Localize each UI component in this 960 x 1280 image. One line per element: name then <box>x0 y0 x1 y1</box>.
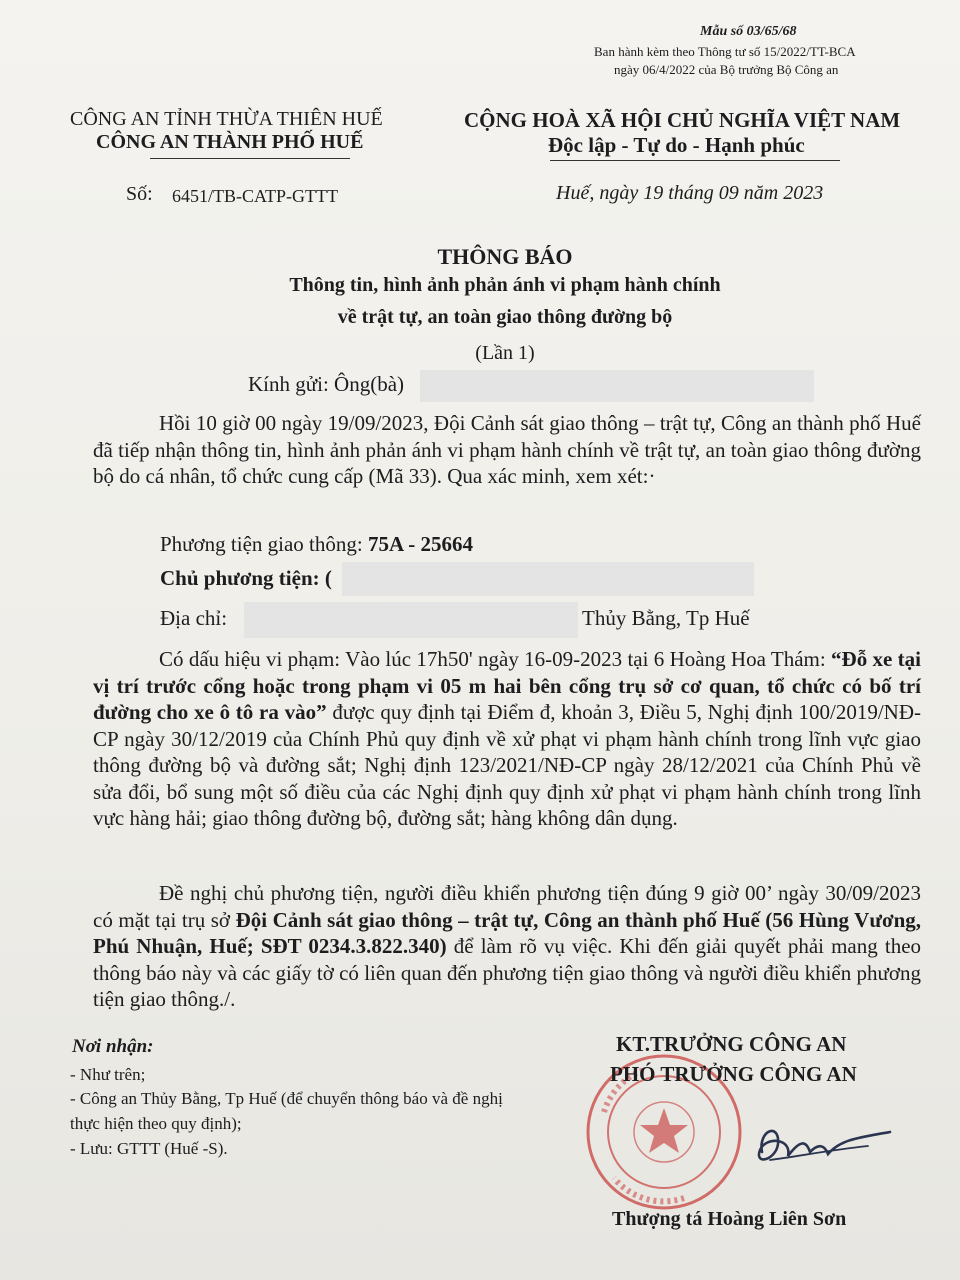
request-part-1: Đề nghị chủ phương tiện, người điều khiển phương tiện đúng 9 giờ 00’ ngày 30/09/2023 có mặt tại trụ sở <box>93 881 921 932</box>
form-note-line-2: ngày 06/4/2022 của Bộ trưởng Bộ Công an <box>614 62 839 77</box>
handwritten-signature <box>740 1110 900 1180</box>
violation-quote: “Đỗ xe tại vị trí trước cổng hoặc trong phạm vi 05 m hai bên cổng trụ sở cơ quan, tổ chức có bố trí đường cho xe ô tô ra vào” <box>93 647 922 724</box>
address-label: Địa chỉ: <box>160 606 228 630</box>
form-number: Mẫu số 03/65/68 <box>700 24 797 39</box>
agency-underline <box>150 158 350 159</box>
address-redaction <box>244 602 578 638</box>
form-note-line-1: Ban hành kèm theo Thông tư số 15/2022/TT-BCA <box>594 44 856 59</box>
recipient-label: Kính gửi: Ông(bà) <box>248 372 405 396</box>
recipients-item-3: - Lưu: GTTT (Huế -S). <box>70 1139 228 1158</box>
signature-title-1: KT.TRƯỞNG CÔNG AN <box>616 1032 847 1056</box>
paragraph-intro: Hồi 10 giờ 00 ngày 19/09/2023, Đội Cảnh sát giao thông – trật tự, Công an thành phố Huế đã tiếp nhận thông tin, hình ảnh phản ánh vi phạm hành chính về trật tự, an toàn giao thông đường bộ do cá nhân, tổ chức cung cấp (Mã 33). Qua xác minh, xem xét:· <box>93 411 921 488</box>
address-tail: Thủy Bằng, Tp Huế <box>582 606 750 630</box>
recipients-item-2: - Công an Thủy Bằng, Tp Huế (để chuyển thông báo và đề nghị thực hiện theo quy định); <box>70 1089 503 1133</box>
request-office: Đội Cảnh sát giao thông – trật tự, Công an thành phố Huế (56 Hùng Vương, Phú Nhuận, Huế; SĐT 0234.3.822.340) <box>93 907 922 958</box>
date-line: Huế, ngày 19 tháng 09 năm 2023 <box>556 182 824 204</box>
vehicle-label: Phương tiện giao thông: <box>160 532 363 556</box>
paragraph-violation <box>93 646 921 832</box>
recipient-redaction <box>420 370 814 402</box>
motto: Độc lập - Tự do - Hạnh phúc <box>548 133 805 157</box>
motto-underline <box>550 160 840 161</box>
doc-title: THÔNG BÁO <box>437 244 573 269</box>
request-part-2: để làm rõ vụ việc. Khi đến giải quyết phải mang theo thông báo này và các giấy tờ có liên quan đến phương tiện giao thông và người điều khiển phương tiện giao thông./. <box>93 934 922 1011</box>
owner-label: Chủ phương tiện: <box>160 566 320 590</box>
agency-name: CÔNG AN THÀNH PHỐ HUẾ <box>96 131 364 153</box>
vehicle-plate: 75A - 25664 <box>367 532 473 556</box>
owner-initial: ( <box>324 566 332 590</box>
doc-subtitle-2: về trật tự, an toàn giao thông đường bộ <box>337 306 673 328</box>
doc-number-label: Số: <box>126 183 153 205</box>
vehicle-row <box>160 532 473 557</box>
recipients-title: Nơi nhận: <box>72 1036 154 1057</box>
signer-name: Thượng tá Hoàng Liên Sơn <box>612 1208 847 1230</box>
nation-name: CỘNG HOÀ XÃ HỘI CHỦ NGHĨA VIỆT NAM <box>464 108 901 132</box>
doc-subtitle-1: Thông tin, hình ảnh phản ánh vi phạm hành chính <box>289 274 721 296</box>
violation-legal: được quy định tại Điểm đ, khoản 3, Điều 5, Nghị định 100/2019/NĐ-CP ngày 30/12/2019 của Chính Phủ quy định về xử phạt vi phạm hành chính trong lĩnh vực giao thông đường bộ và đường sắt; Nghị định 123/2021/NĐ-CP ngày 28/12/2021 của Chính Phủ về sửa đổi, bổ sung một số điều của các Nghị định quy định xử phạt vi phạm hành chính trong lĩnh vực hàng hải; giao thông đường bộ, đường sắt; hàng không dân dụng. <box>93 700 922 830</box>
owner-redaction <box>342 562 754 596</box>
signature-title-2: PHÓ TRƯỞNG CÔNG AN <box>610 1062 857 1086</box>
violation-intro: Có dấu hiệu vi phạm: Vào lúc 17h50' ngày 16-09-2023 tại 6 Hoàng Hoa Thám: <box>159 647 826 671</box>
agency-parent: CÔNG AN TỈNH THỪA THIÊN HUẾ <box>70 108 383 130</box>
round-number: (Lần 1) <box>475 342 535 364</box>
doc-number: 6451/TB-CATP-GTTT <box>172 186 338 206</box>
owner-row <box>160 566 332 591</box>
paragraph-request <box>93 880 921 1013</box>
recipients-item-1: - Như trên; <box>70 1065 146 1084</box>
